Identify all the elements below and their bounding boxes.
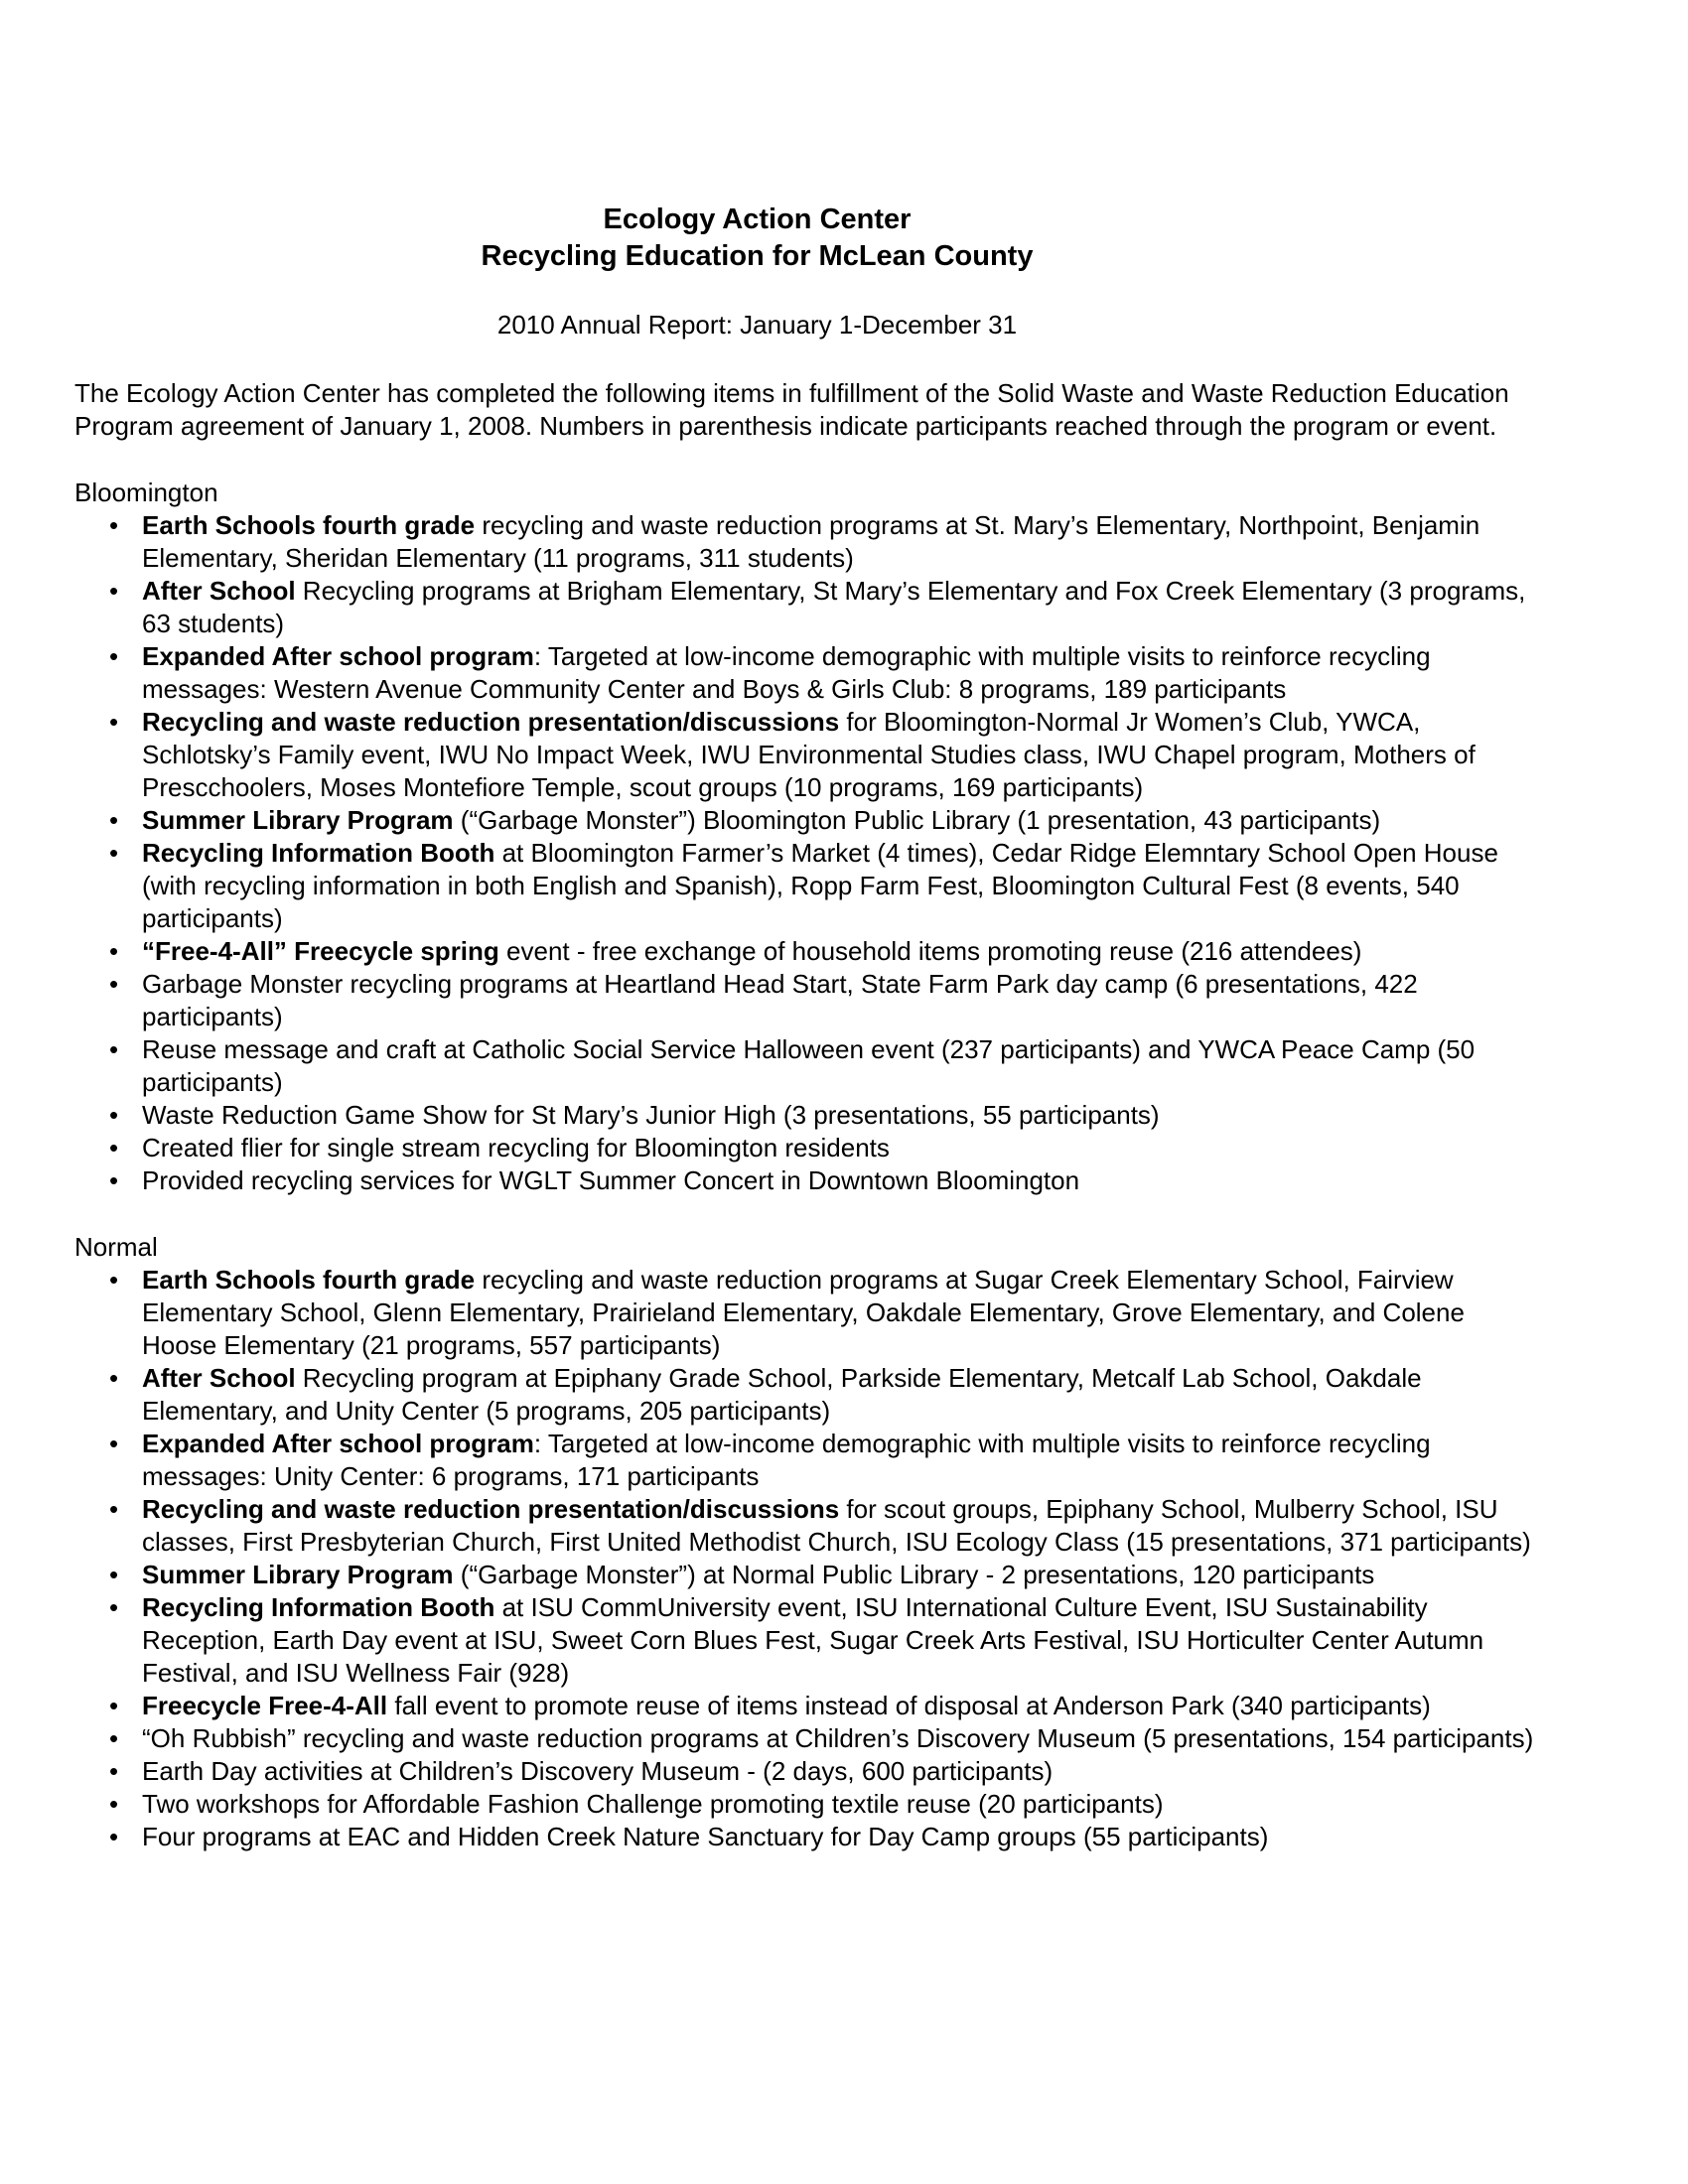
list-item <box>142 1132 1544 1164</box>
intro-paragraph: The Ecology Action Center has completed the following items in fulfillment of the Solid Waste and Waste Reduction Education Program agreement of January 1, 2008. Numbers in parenthesis indicate participants reached through the program or event. <box>74 378 1509 441</box>
item-lead-bold: Summer Library Program <box>142 1560 454 1589</box>
title-line-2: Recycling Education for McLean County <box>481 240 1034 272</box>
item-text: fall event to promote reuse of items instead of disposal at Anderson Park (340 participants) <box>387 1691 1431 1720</box>
list-item <box>142 1559 1544 1591</box>
list-item <box>142 575 1544 640</box>
item-text: event - free exchange of household items promoting reuse (216 attendees) <box>498 936 1362 966</box>
list-item <box>142 640 1544 706</box>
list-item <box>142 837 1544 935</box>
item-text: Earth Day activities at Children’s Discovery Museum - (2 days, 600 participants) <box>142 1756 1054 1786</box>
item-lead-bold: Summer Library Program <box>142 805 454 835</box>
list-item <box>142 1164 1544 1197</box>
list-item <box>142 1099 1544 1132</box>
list-item <box>142 1264 1544 1362</box>
list-item <box>142 706 1544 804</box>
document-title <box>74 202 1440 275</box>
item-lead-bold: Earth Schools fourth grade <box>142 1265 476 1295</box>
list-item <box>142 1033 1544 1099</box>
report-subtitle: 2010 Annual Report: January 1-December 31 <box>496 310 1018 340</box>
item-lead-bold: Expanded After school program <box>142 641 534 671</box>
item-text: Reuse message and craft at Catholic Social Service Halloween event (237 participants) and YWCA Peace Camp (50 participants) <box>142 1034 1476 1097</box>
list-item <box>142 1821 1544 1853</box>
title-block <box>74 202 1440 341</box>
report-sections <box>74 477 1549 1853</box>
section-heading-normal: Normal <box>74 1232 158 1262</box>
list-item <box>142 1755 1544 1788</box>
list-item <box>142 935 1544 968</box>
item-text: : Targeted at low-income demographic with multiple visits to reinforce recycling messages: Western Avenue Community Center and Boys & Girls Club: 8 programs, 189 participants <box>142 641 1431 704</box>
item-text: “Oh Rubbish” recycling and waste reduction programs at Children’s Discovery Museum (5 presentations, 154 participants) <box>142 1723 1534 1753</box>
item-text: Garbage Monster recycling programs at Heartland Head Start, State Farm Park day camp (6 presentations, 422 participants) <box>142 969 1418 1031</box>
item-text: at Bloomington Farmer’s Market (4 times), Cedar Ridge Elemntary School Open House (with recycling information in both English and Spanish), Ropp Farm Fest, Bloomington Cultural Fest (8 events, 540 participants) <box>142 838 1498 933</box>
list-item <box>142 1591 1544 1690</box>
title-line-1: Ecology Action Center <box>603 204 912 235</box>
item-lead-bold: Recycling and waste reduction presentation/discussions <box>142 707 840 737</box>
item-lead-bold: “Free-4-All” Freecycle spring <box>142 936 499 966</box>
item-text: Recycling programs at Brigham Elementary, St Mary’s Elementary and Fox Creek Elementary (3 programs, 63 students) <box>142 576 1526 638</box>
item-text: recycling and waste reduction programs at St. Mary’s Elementary, Northpoint, Benjamin Elementary, Sheridan Elementary (11 programs, 311 students) <box>142 510 1480 573</box>
item-lead-bold: After School <box>142 576 296 606</box>
list-item <box>142 1493 1544 1559</box>
item-lead-bold: Recycling and waste reduction presentation/discussions <box>142 1494 840 1524</box>
item-text: Recycling program at Epiphany Grade School, Parkside Elementary, Metcalf Lab School, Oakdale Elementary, and Unity Center (5 programs, 205 participants) <box>142 1363 1422 1426</box>
item-text: (“Garbage Monster”) Bloomington Public Library (1 presentation, 43 participants) <box>453 805 1381 835</box>
item-text: for scout groups, Epiphany School, Mulberry School, ISU classes, First Presbyterian Church, First United Methodist Church, ISU Ecology Class (15 presentations, 371 participants) <box>142 1494 1531 1557</box>
item-text: (“Garbage Monster”) at Normal Public Library - 2 presentations, 120 participants <box>453 1560 1375 1589</box>
item-text: Created flier for single stream recycling for Bloomington residents <box>142 1133 890 1162</box>
item-text: Waste Reduction Game Show for St Mary’s Junior High (3 presentations, 55 participants) <box>142 1100 1160 1130</box>
item-text: Two workshops for Affordable Fashion Challenge promoting textile reuse (20 participants) <box>142 1789 1164 1819</box>
list-item <box>142 1362 1544 1428</box>
item-lead-bold: Recycling Information Booth <box>142 1592 495 1622</box>
item-text: recycling and waste reduction programs at Sugar Creek Elementary School, Fairview Elementary School, Glenn Elementary, Prairieland Elementary, Oakdale Elementary, Grove Elementary, and Colene Hoose Elementary (21 programs, 557 participants) <box>142 1265 1465 1360</box>
item-lead-bold: Earth Schools fourth grade <box>142 510 476 540</box>
section-heading-bloomington: Bloomington <box>74 478 218 507</box>
list-item <box>142 509 1544 575</box>
item-lead-bold: Freecycle Free-4-All <box>142 1691 388 1720</box>
item-text: at ISU CommUniversity event, ISU International Culture Event, ISU Sustainability Reception, Earth Day event at ISU, Sweet Corn Blues Fest, Sugar Creek Arts Festival, ISU Horticulter Center Autumn Festival, and ISU Wellness Fair (928) <box>142 1592 1484 1688</box>
section-list-normal <box>74 1264 1544 1853</box>
list-item <box>142 1788 1544 1821</box>
list-item <box>142 1722 1544 1755</box>
list-item <box>142 804 1544 837</box>
section-list-bloomington <box>74 509 1544 1197</box>
item-lead-bold: Recycling Information Booth <box>142 838 495 868</box>
list-item <box>142 1690 1544 1722</box>
item-lead-bold: Expanded After school program <box>142 1429 534 1458</box>
list-item <box>142 1428 1544 1493</box>
item-text: Provided recycling services for WGLT Summer Concert in Downtown Bloomington <box>142 1165 1080 1195</box>
item-lead-bold: After School <box>142 1363 296 1393</box>
item-text: Four programs at EAC and Hidden Creek Nature Sanctuary for Day Camp groups (55 participants) <box>142 1822 1269 1851</box>
list-item <box>142 968 1544 1033</box>
item-text: for Bloomington-Normal Jr Women’s Club, YWCA, Schlotsky’s Family event, IWU No Impact Week, IWU Environmental Studies class, IWU Chapel program, Mothers of Prescchoolers, Moses Montefiore Temple, scout groups (10 programs, 169 participants) <box>142 707 1476 802</box>
item-text: : Targeted at low-income demographic with multiple visits to reinforce recycling messages: Unity Center: 6 programs, 171 participants <box>142 1429 1431 1491</box>
